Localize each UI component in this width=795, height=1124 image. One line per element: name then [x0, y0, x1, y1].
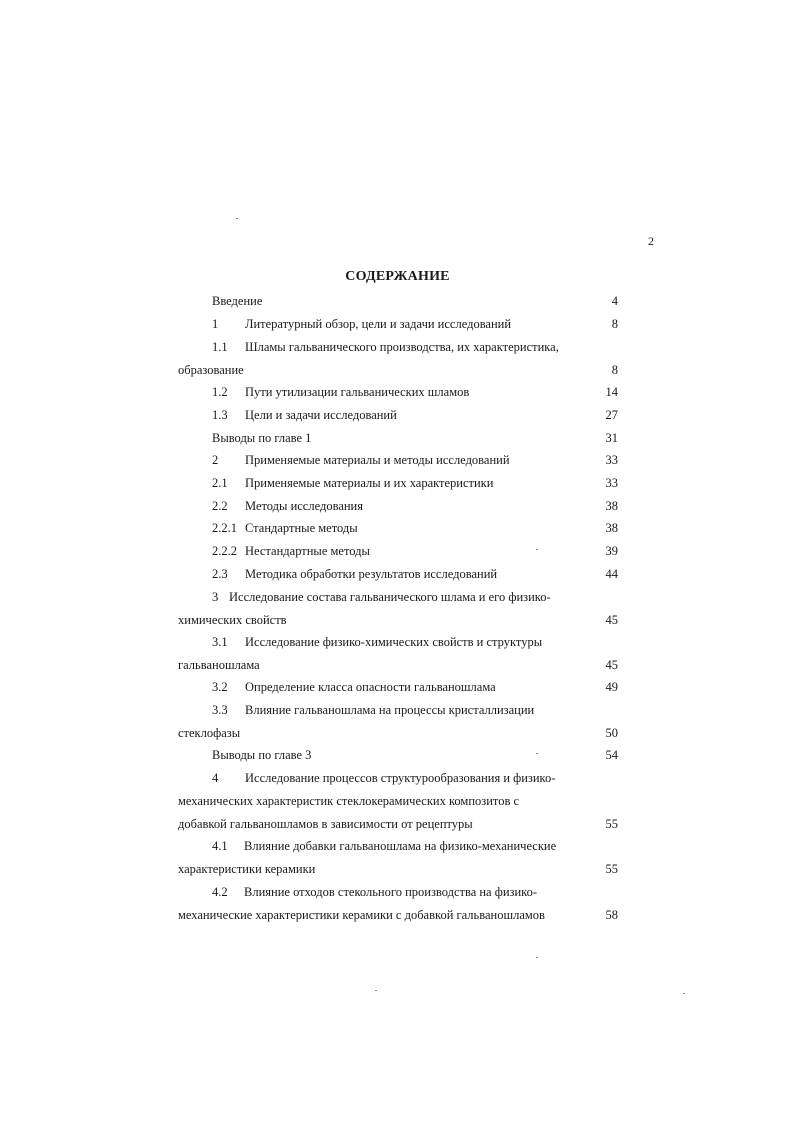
toc-entry-number: 1.3 [212, 408, 228, 422]
toc-entry-text: механические характеристики керамики с добавкой гальваношламов [178, 908, 545, 922]
toc-entry-text: Методика обработки результатов исследований [245, 567, 498, 581]
toc-entry-page: 55 [605, 862, 618, 876]
toc-entry-page: 4 [611, 294, 618, 308]
page-number: 2 [648, 234, 654, 248]
toc-entry [212, 634, 542, 650]
toc-entry-page: 55 [605, 817, 618, 831]
toc-entry-page: 8 [611, 317, 618, 331]
toc-entry-page: 45 [605, 613, 618, 627]
toc-entry [212, 543, 370, 559]
toc-entry [212, 566, 497, 582]
toc-entry-text: Шламы гальванического производства, их характеристика, [245, 340, 559, 354]
toc-entry-page: 44 [605, 567, 618, 581]
toc-entry-number: 2.3 [212, 567, 228, 581]
toc-entry-number: 2.2.1 [212, 521, 237, 535]
toc-entry-number: 3.3 [212, 703, 228, 717]
toc-entry-text: стеклофазы [178, 726, 241, 740]
toc-entry [212, 339, 559, 355]
toc-entry [212, 589, 551, 605]
toc-entry-page: 38 [605, 499, 618, 513]
toc-entry [212, 498, 363, 514]
toc-entry [212, 316, 511, 332]
toc-entry-number: 1 [212, 317, 219, 331]
scan-speck [536, 549, 538, 550]
toc-entry-text: Цели и задачи исследований [245, 408, 397, 422]
toc-entry-page: 49 [605, 680, 618, 694]
toc-entry-number: 2.2 [212, 499, 228, 513]
scan-speck [683, 993, 685, 994]
toc-entry-page: 54 [605, 748, 618, 762]
toc-entry-page: 8 [611, 363, 618, 377]
toc-entry-number: 1.1 [212, 340, 228, 354]
scan-speck [536, 753, 538, 754]
toc-entry-text: добавкой гальваношламов в зависимости от рецептуры [178, 817, 473, 831]
toc-entry-text: механических характеристик стеклокерамических композитов с [178, 794, 520, 808]
toc-entry-page: 58 [605, 908, 618, 922]
toc-entry-text: химических свойств [178, 613, 287, 627]
toc-entry-page: 31 [605, 431, 618, 445]
toc-entry-page: 14 [605, 385, 618, 399]
toc-entry-text: Влияние добавки гальваношлама на физико-механические [244, 839, 557, 853]
toc-entry-text: Влияние гальваношлама на процессы кристаллизации [245, 703, 535, 717]
toc-entry-text: Исследование физико-химических свойств и структуры [245, 635, 543, 649]
toc-entry-number: 2 [212, 453, 219, 467]
toc-entry-text: Стандартные методы [245, 521, 358, 535]
toc-entry-number: 4 [212, 771, 219, 785]
toc-entry-text: Методы исследования [245, 499, 363, 513]
toc-entry-text: Исследование процессов структурообразования и физико- [245, 771, 556, 785]
toc-entry-number: 3 [212, 590, 219, 604]
toc-entry-text: Исследование состава гальванического шлама и его физико- [229, 590, 551, 604]
toc-entry-text: Пути утилизации гальванических шламов [245, 385, 470, 399]
toc-entry-text: Литературный обзор, цели и задачи исследований [245, 317, 512, 331]
toc-entry-number: 2.2.2 [212, 544, 237, 558]
toc-entry-text: Определение класса опасности гальваношлама [245, 680, 496, 694]
toc-entry [212, 884, 537, 900]
toc-entry-number: 4.2 [212, 885, 228, 899]
toc-entry-text: Применяемые материалы и их характеристики [245, 476, 494, 490]
toc-title: СОДЕРЖАНИЕ [345, 269, 450, 284]
toc-entry-page: 33 [605, 476, 618, 490]
toc-entry-text: Нестандартные методы [245, 544, 370, 558]
toc-entry [212, 679, 496, 695]
toc-entry-number: 4.1 [212, 839, 228, 853]
toc-entry-number: 3.2 [212, 680, 228, 694]
toc-entry-page: 38 [605, 521, 618, 535]
scan-speck [375, 990, 377, 991]
toc-entry-text: Введение [212, 294, 263, 308]
toc-entry [212, 475, 493, 491]
toc-entry [212, 770, 555, 786]
toc-entry-page: 50 [605, 726, 618, 740]
toc-entry-page: 33 [605, 453, 618, 467]
toc-entry-text: Влияние отходов стекольного производства на физико- [244, 885, 537, 899]
toc-entry-number: 1.2 [212, 385, 228, 399]
toc-entry-number: 2.1 [212, 476, 228, 490]
toc-entry-text: гальваношлама [178, 658, 260, 672]
toc-entry-text: Применяемые материалы и методы исследований [245, 453, 510, 467]
toc-entry-text: характеристики керамики [178, 862, 316, 876]
toc-entry-page: 45 [605, 658, 618, 672]
toc-entry [212, 702, 534, 718]
scan-speck [236, 218, 238, 219]
toc-entry [212, 520, 358, 536]
scan-speck [536, 957, 538, 958]
toc-entry [212, 407, 397, 423]
toc-entry-text: Выводы по главе 3 [212, 748, 312, 762]
toc-entry-text: Выводы по главе 1 [212, 431, 312, 445]
toc-entry [212, 384, 469, 400]
toc-entry-page: 27 [605, 408, 618, 422]
toc-entry-number: 3.1 [212, 635, 228, 649]
toc-entry [212, 838, 556, 854]
toc-entry [212, 452, 510, 468]
toc-entry-page: 39 [605, 544, 618, 558]
toc-entry-text: образование [178, 363, 244, 377]
